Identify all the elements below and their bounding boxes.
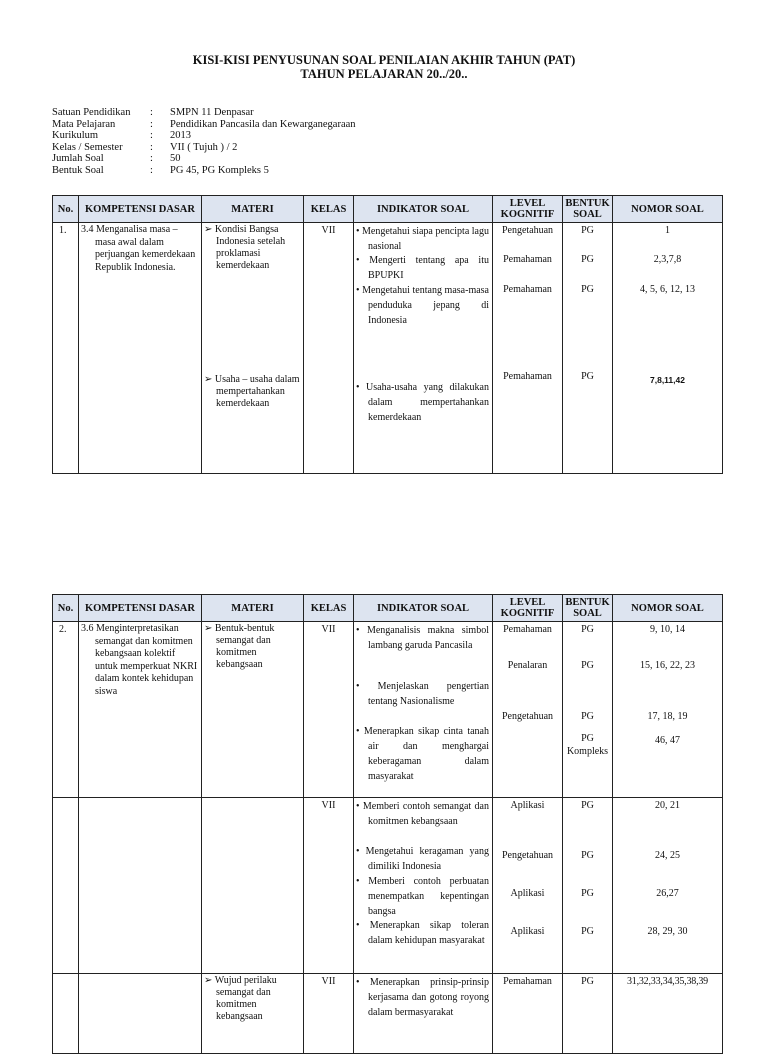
kelas-cell: VII <box>304 798 354 974</box>
col-header-level: LEVEL KOGNITIF <box>493 595 563 622</box>
row-number: 2. <box>53 622 79 798</box>
bentuk-cell: PG PG PG PG <box>563 798 613 974</box>
indikator-item: • Memberi contoh perbuatan menempatkan kepentingan bangsa <box>356 876 489 917</box>
indikator-item: • Mengetahui tentang masa-masa penduduka jepang di Indonesia <box>356 285 489 326</box>
col-header-nomor: NOMOR SOAL <box>613 595 723 622</box>
materi-item: ➢ Kondisi Bangsa Indonesia setelah proklamasi kemerdekaan <box>204 224 286 271</box>
kompetensi-dasar: 3.6 Menginterpretasikan semangat dan komitmen kebangsaan kolektif untuk memperkuat NKRI dalam kontek kehidupan siswa <box>79 622 202 798</box>
info-row-bentuk: Bentuk Soal : PG 45, PG Kompleks 5 <box>52 164 269 176</box>
col-header-kd: KOMPETENSI DASAR <box>79 196 202 223</box>
document-subtitle: TAHUN PELAJARAN 20../20.. <box>300 67 468 81</box>
indikator-cell <box>354 223 493 474</box>
nomor-cell: 9, 10, 14 15, 16, 22, 23 17, 18, 19 46, 47 <box>613 622 723 798</box>
col-header-kelas: KELAS <box>304 595 354 622</box>
indikator-cell <box>354 974 493 1054</box>
kelas-cell: VII <box>304 974 354 1054</box>
table-row <box>53 974 723 1054</box>
indikator-cell <box>354 622 493 798</box>
info-row-kurikulum: Kurikulum : 2013 <box>52 130 191 142</box>
info-row-kelas: Kelas / Semester : VII ( Tujuh ) / 2 <box>52 141 238 153</box>
indikator-item: • Menganalisis makna simbol lambang garuda Pancasila <box>356 625 489 651</box>
indikator-item: • Usaha-usaha yang dilakukan dalam mempertahankan kemerdekaan <box>356 382 489 423</box>
indikator-item: • Mengetahui keragaman yang dimiliki Indonesia <box>356 846 489 872</box>
table-row <box>53 223 723 474</box>
col-header-kelas: KELAS <box>304 196 354 223</box>
kelas-cell: VII <box>304 622 354 798</box>
level-cell: Pengetahuan Pemahaman Pemahaman Pemahaman <box>493 223 563 474</box>
indikator-item: • Menerapkan sikap cinta tanah air dan menghargai keberagaman dalam masyarakat <box>356 726 489 782</box>
level-cell: Pemahaman Penalaran Pengetahuan <box>493 622 563 798</box>
info-row-jumlah: Jumlah Soal : 50 <box>52 153 181 165</box>
nomor-cell: 1 2,3,7,8 4, 5, 6, 12, 13 7,8,11,42 <box>613 223 723 474</box>
nomor-cell: 31,32,33,34,35,38,39 <box>613 974 723 1054</box>
kelas-cell: VII <box>304 223 354 474</box>
kompetensi-dasar <box>79 798 202 974</box>
level-cell: Pemahaman <box>493 974 563 1054</box>
table-row <box>53 622 723 798</box>
kisi-table-1 <box>52 195 723 474</box>
materi-item: ➢ Wujud perilaku semangat dan komitmen kebangsaan <box>204 975 277 1022</box>
indikator-cell <box>354 798 493 974</box>
col-header-materi: MATERI <box>202 196 304 223</box>
indikator-item: • Menjelaskan pengertian tentang Nasionalisme <box>356 681 489 707</box>
info-row-satuan: Satuan Pendidikan : SMPN 11 Denpasar <box>52 107 254 118</box>
materi-cell <box>202 974 304 1054</box>
row-number: 1. <box>53 223 79 474</box>
indikator-item: • Memberi contoh semangat dan komitmen kebangsaan <box>356 801 489 827</box>
materi-item: ➢ Usaha – usaha dalam mempertahankan kemerdekaan <box>204 374 300 409</box>
col-header-bentuk: BENTUK SOAL <box>563 595 613 622</box>
table-header-row <box>53 595 723 622</box>
document-title: KISI-KISI PENYUSUNAN SOAL PENILAIAN AKHIR TAHUN (PAT) <box>192 53 576 67</box>
indikator-item: • Menerapkan prinsip-prinsip kerjasama dan gotong royong dalam bermasyarakat <box>356 977 489 1018</box>
table-header-row <box>53 196 723 223</box>
col-header-no: No. <box>53 595 79 622</box>
indikator-item: • Menerapkan sikap toleran dalam kehidupan masyarakat <box>356 920 489 946</box>
col-header-bentuk: BENTUK SOAL <box>563 196 613 223</box>
col-header-indikator: INDIKATOR SOAL <box>354 595 493 622</box>
bentuk-cell: PG PG PG PG Kompleks <box>563 622 613 798</box>
col-header-no: No. <box>53 196 79 223</box>
row-number <box>53 798 79 974</box>
info-row-mapel: Mata Pelajaran : Pendidikan Pancasila dan Kewarganegaraan <box>52 118 356 130</box>
bentuk-cell: PG PG PG PG <box>563 223 613 474</box>
indikator-item: • Mengerti tentang apa itu BPUPKI <box>356 255 489 281</box>
materi-cell <box>202 798 304 974</box>
kompetensi-dasar: 3.4 Menganalisa masa – masa awal dalam perjuangan kemerdekaan Republik Indonesia. <box>79 223 202 474</box>
table-row <box>53 798 723 974</box>
col-header-level: LEVEL KOGNITIF <box>493 196 563 223</box>
col-header-indikator: INDIKATOR SOAL <box>354 196 493 223</box>
indikator-item: • Mengetahui siapa pencipta lagu nasional <box>356 226 489 252</box>
identity-block <box>52 107 356 177</box>
materi-cell <box>202 223 304 474</box>
level-cell: Aplikasi Pengetahuan Aplikasi Aplikasi <box>493 798 563 974</box>
row-number <box>53 974 79 1054</box>
nomor-cell: 20, 21 24, 25 26,27 28, 29, 30 <box>613 798 723 974</box>
col-header-kd: KOMPETENSI DASAR <box>79 595 202 622</box>
materi-cell <box>202 622 304 798</box>
col-header-materi: MATERI <box>202 595 304 622</box>
bentuk-cell: PG <box>563 974 613 1054</box>
materi-item: ➢ Bentuk-bentuk semangat dan komitmen kebangsaan <box>204 623 275 670</box>
kompetensi-dasar <box>79 974 202 1054</box>
kisi-table-2 <box>52 594 723 1054</box>
col-header-nomor: NOMOR SOAL <box>613 196 723 223</box>
